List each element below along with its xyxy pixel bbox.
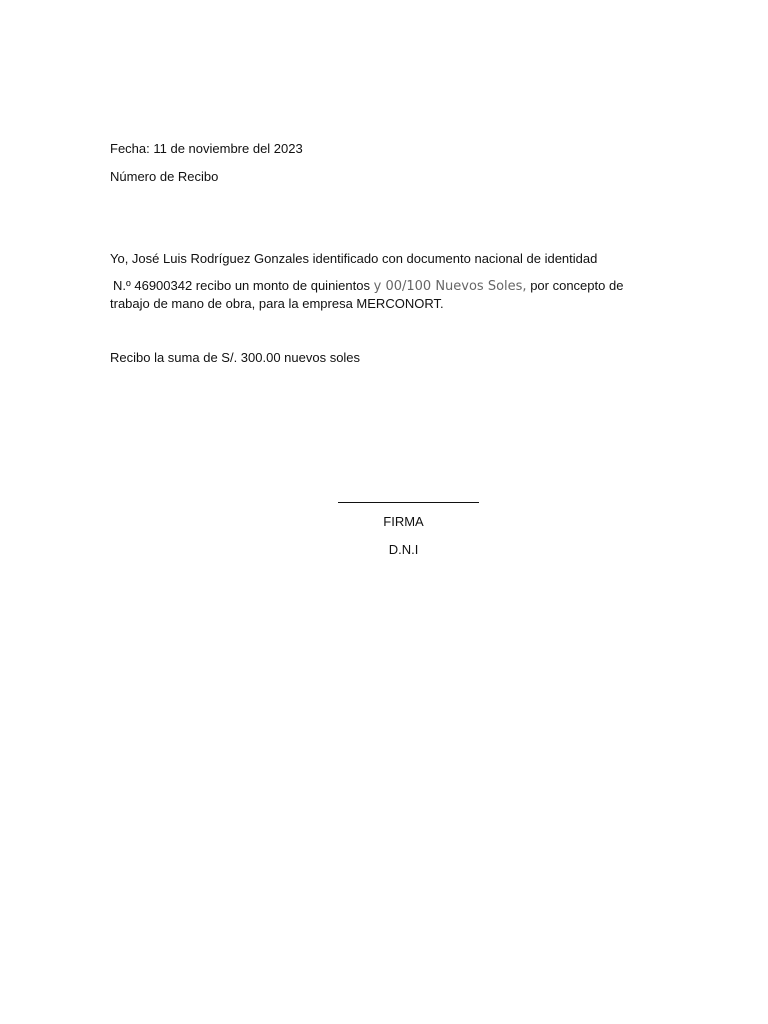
- paragraph-line-2-start: N.º 46900342 recibo un monto de quinientos: [113, 278, 370, 293]
- amount-text-gray: y 00/100 Nuevos Soles,: [373, 279, 527, 294]
- paragraph-line-3: trabajo de mano de obra, para la empresa MERCONORT.: [110, 296, 444, 311]
- sum-line: Recibo la suma de S/. 300.00 nuevos soles: [110, 350, 361, 365]
- paragraph-line-1: Yo, José Luis Rodríguez Gonzales identificado con documento nacional de identidad: [110, 251, 598, 266]
- signature-line: [338, 502, 479, 503]
- dni-label: D.N.I: [388, 542, 419, 557]
- paragraph-line-2: [113, 278, 623, 295]
- receipt-number-label: Número de Recibo: [110, 169, 219, 184]
- date-line: Fecha: 11 de noviembre del 2023: [110, 141, 303, 156]
- signature-label: FIRMA: [383, 514, 424, 529]
- paragraph-line-2-end: por concepto de: [530, 278, 624, 293]
